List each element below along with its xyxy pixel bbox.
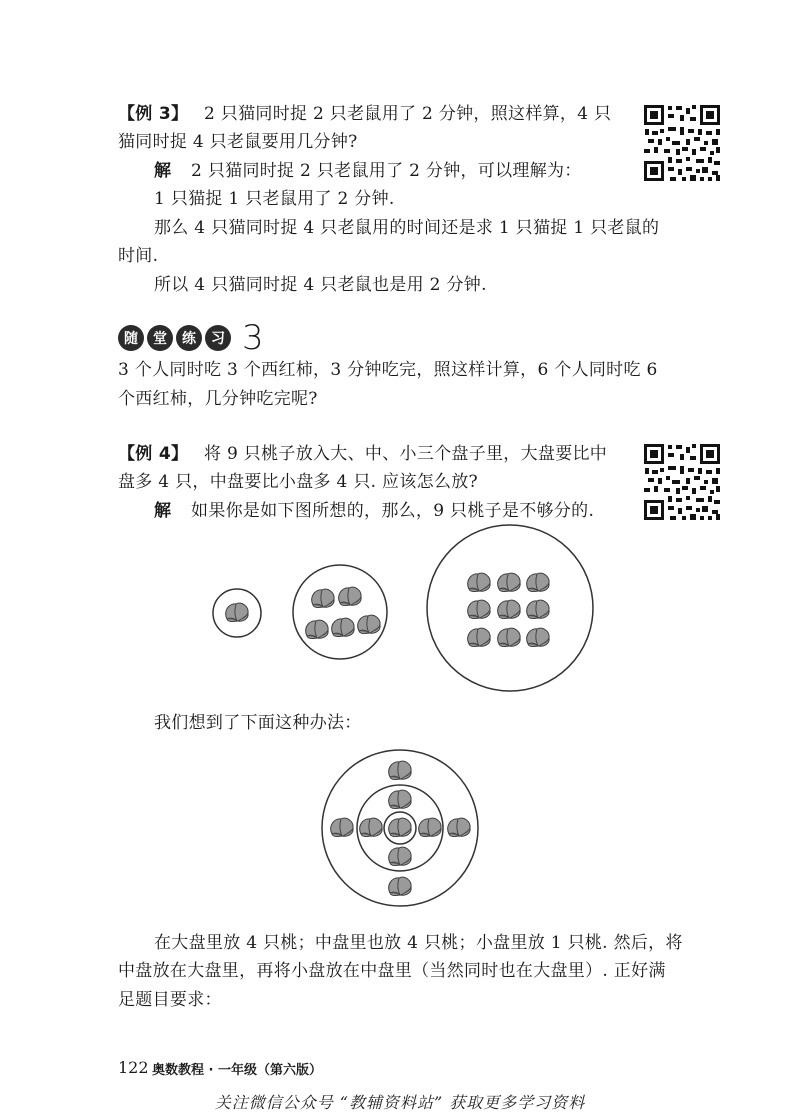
peach-icon [389,877,411,895]
example4-question-part2: 盘多 4 只，中盘要比小盘多 4 只. 应该怎么放? [118,472,478,492]
solution-label: 解 [154,501,172,521]
peach-icon [448,818,470,836]
page-number: 122 [118,1058,149,1077]
peach-icon [389,790,411,808]
solution-label: 解 [154,161,172,181]
peach-icon [389,761,411,779]
peach-icon [331,818,353,836]
peach-icon [389,847,411,865]
final-line2: 中盘放在大盘里，再将小盘放在中盘里（当然同时也在大盘里）. 正好满 [118,961,666,981]
example3-solution-line5: 所以 4 只猫同时捉 4 只老鼠也是用 2 分钟. [154,275,487,295]
watermark-text: 关注微信公众号 “教辅资料站” 获取更多学习资料 [214,1093,586,1112]
final-line3: 足题目要求： [118,990,222,1010]
practice-badge: 习 [205,325,231,351]
example4-question-part1: 将 9 只桃子放入大、中、小三个盘子里，大盘要比中 [203,444,608,464]
practice-number: 3 [242,318,264,358]
practice-badge: 随 [118,325,144,351]
example3-label: 【例 3】 [118,104,189,124]
practice-badge: 练 [176,325,202,351]
peach-icon [419,818,441,836]
idea-line: 我们想到了下面这种办法： [154,713,362,733]
example3-solution-text: 2 只猫同时捉 2 只老鼠用了 2 分钟，可以理解为： [191,161,582,181]
example3-question-part1: 2 只猫同时捉 2 只老鼠用了 2 分钟，照这样算，4 只 [203,104,612,124]
practice-line1: 3 个人同时吃 3 个西红柿，3 分钟吃完，照这样计算，6 个人同时吃 6 [118,360,658,380]
final-line1: 在大盘里放 4 只桃；中盘里也放 4 只桃；小盘里放 1 只桃. 然后，将 [154,933,683,953]
practice-line2: 个西红柿，几分钟吃完呢? [118,389,318,409]
practice-badge: 堂 [147,325,173,351]
example3-solution-line3: 那么 4 只猫同时捉 4 只老鼠用的时间还是求 1 只猫捉 1 只老鼠的 [154,218,660,238]
example3-question-part2: 猫同时捉 4 只老鼠要用几分钟? [118,132,358,152]
peach-icon [389,818,411,836]
example3-solution-line4: 时间. [118,246,159,266]
book-title: 奥数教程 · 一年级（第六版） [152,1063,322,1078]
example3-solution-line2: 1 只猫捉 1 只老鼠用了 2 分钟. [154,189,395,209]
example4-solution-text: 如果你是如下图所想的，那么，9 只桃子是不够分的. [191,501,595,521]
example4-label: 【例 4】 [118,444,189,464]
peach-icon [360,818,382,836]
small-plate-peaches [389,818,411,836]
